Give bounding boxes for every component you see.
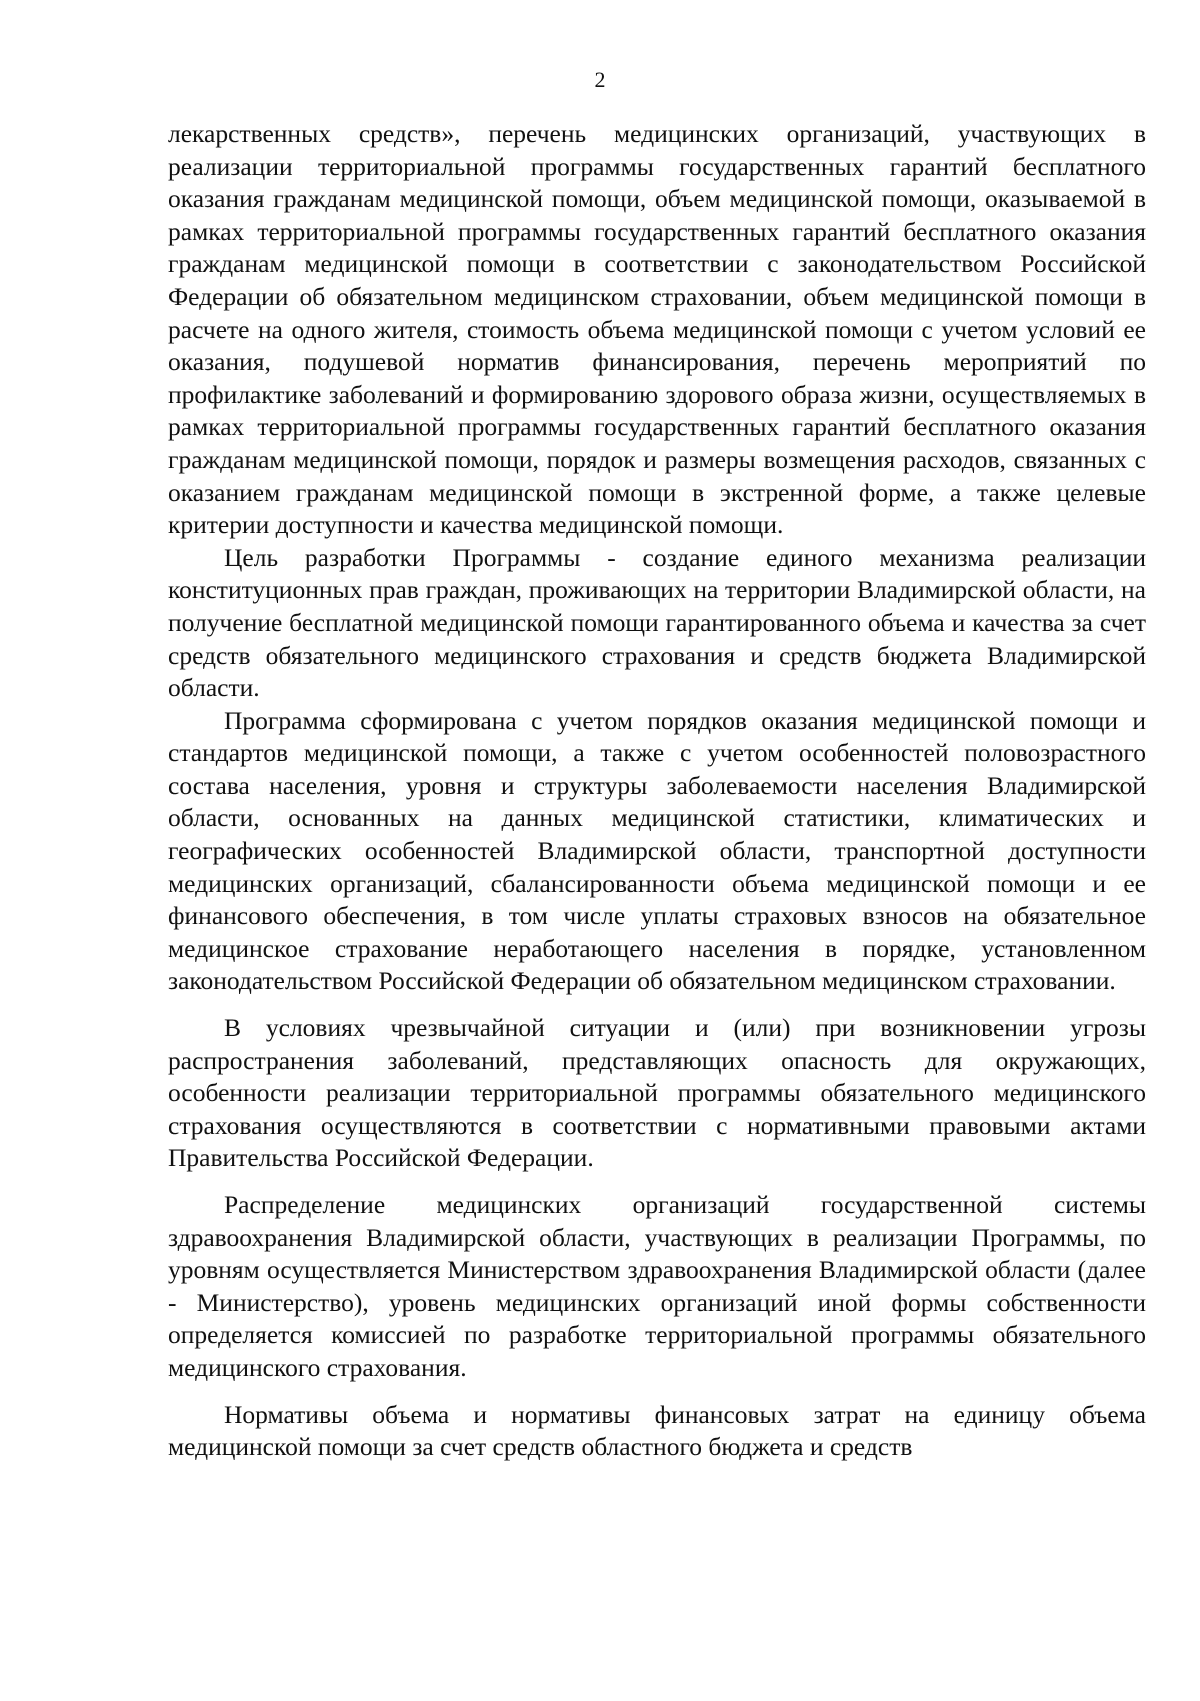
paragraph-emergency-conditions: В условиях чрезвычайной ситуации и (или) при возникновении угрозы распространения заболеваний, представляющих опасность для окружающих, особенности реализации территориальной программы обязательного медицинского страхования осуществляются в соответствии с нормативными правовыми актами Правительства Российской Федерации. [168,1013,1146,1173]
paragraph-volume-standards: Нормативы объема и нормативы финансовых затрат на единицу объема медицинской помощи за счет средств областного бюджета и средств [168,1399,1146,1462]
paragraph-continuation: лекарственных средств», перечень медицинских организаций, участвующих в реализации территориальной программы государственных гарантий бесплатного оказания гражданам медицинской помощи, объем медицинской помощи, оказываемой в рамках территориальной программы государственных гарантий бесплатного оказания гражданам медицинской помощи в соответствии с законодательством Российской Федерации об обязательном медицинском страховании, объем медицинской помощи в расчете на одного жителя, стоимость объема медицинской помощи с учетом условий ее оказания, подушевой норматив финансирования, перечень мероприятий по профилактике заболеваний и формированию здорового образа жизни, осуществляемых в рамках территориальной программы государственных гарантий бесплатного оказания гражданам медицинской помощи, порядок и размеры возмещения расходов, связанных с оказанием гражданам медицинской помощи в экстренной форме, а также целевые критерии доступности и качества медицинской помощи. [168,119,1146,540]
paragraph-program-goal: Цель разработки Программы - создание единого механизма реализации конституционных прав граждан, проживающих на территории Владимирской области, на получение бесплатной медицинской помощи гарантированного объема и качества за счет средств обязательного медицинского страхования и средств бюджета Владимирской области. [168,542,1146,703]
paragraph-organization-distribution: Распределение медицинских организаций государственной системы здравоохранения Владимирской области, участвующих в реализации Программы, по уровням осуществляется Министерством здравоохранения Владимирской области (далее - Министерство), уровень медицинских организаций иной формы собственности определяется комиссией по разработке территориальной программы обязательного медицинского страхования. [168,1190,1146,1382]
document-body [168,118,1146,1464]
page-number: 2 [594,67,606,92]
paragraph-program-formation: Программа сформирована с учетом порядков оказания медицинской помощи и стандартов медицинской помощи, а также с учетом особенностей половозрастного состава населения, уровня и структуры заболеваемости населения Владимирской области, основанных на данных медицинской статистики, климатических и географических особенностей Владимирской области, транспортной доступности медицинских организаций, сбалансированности объема медицинской помощи и ее финансового обеспечения, в том числе уплаты страховых взносов на обязательное медицинское страхование неработающего населения в порядке, установленном законодательством Российской Федерации об обязательном медицинском страховании. [168,705,1146,996]
